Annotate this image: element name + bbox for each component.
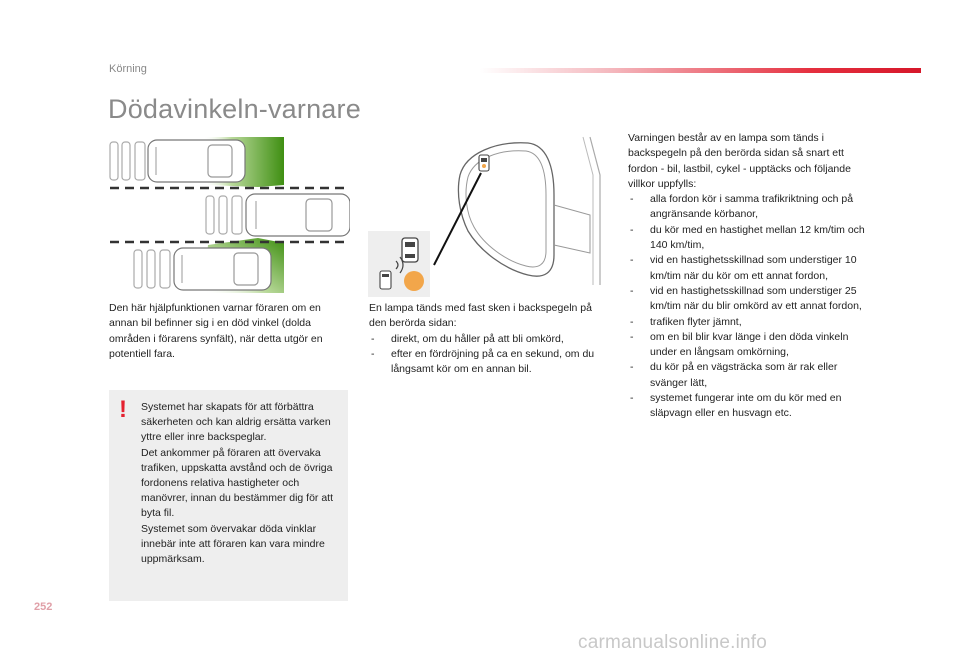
warning-paragraph: Systemet har skapats för att förbättra säkerheten och kan aldrig ersätta varken yttre eller inre backspeglar. [141, 401, 331, 444]
passing-car-upper [110, 140, 245, 182]
lamp-section [369, 301, 601, 377]
warning-paragraph: Systemet som övervakar döda vinklar innebär inte att föraren kan vara mindre uppmärksam. [141, 522, 325, 566]
list-item: - du kör med en hastighet mellan 12 km/tim och 140 km/tim, [628, 223, 872, 254]
conditions-intro: Varningen består av en lampa som tänds i backspegeln på den berörda sidan så snart ett fordon - bil, lastbil, cykel - upptäcks och följande villkor uppfylls: [628, 132, 851, 190]
own-vehicle [206, 194, 350, 236]
section-label: Körning [109, 63, 147, 75]
mirror-illustration [368, 135, 608, 297]
watermark: carmanualsonline.info [578, 632, 768, 653]
list-item: - om en bil blir kvar länge i den döda vinkeln under en långsam omkörning, [628, 330, 872, 361]
lamp-intro: En lampa tänds med fast sken i backspegeln på den berörda sidan: [369, 302, 592, 330]
list-item: - du kör på en vägsträcka som är rak eller svänger lätt, [628, 360, 872, 391]
conditions-list [628, 192, 872, 421]
car-indicator-icon [402, 238, 418, 262]
list-item: - systemet fungerar inte om du kör med en släpvagn eller en husvagn etc. [628, 391, 872, 422]
warning-mark-icon: ! [119, 396, 127, 423]
lamp-list [369, 332, 601, 378]
blind-spot-illustration [108, 135, 350, 297]
page-number: 252 [34, 601, 53, 613]
warning-paragraph: Det ankommer på föraren att övervaka trafiken, uppskatta avstånd och de övriga fordonens relativa hastigheter och manövrer, innan du bestämmer dig för att byta fil. [141, 446, 334, 520]
page-title: Dödavinkeln-varnare [108, 94, 361, 124]
warning-text [141, 400, 341, 567]
list-item: - alla fordon kör i samma trafikriktning och på angränsande körbanor, [628, 192, 872, 223]
list-item: - trafiken flyter jämnt, [628, 315, 872, 330]
list-item: - vid en hastighetsskillnad som understiger 10 km/tim när du kör om ett annat fordon, [628, 253, 872, 284]
passing-car-lower [134, 248, 271, 290]
list-item: - direkt, om du håller på att bli omkörd, [369, 332, 601, 347]
mirror-lamp-icon [479, 155, 489, 171]
list-item: - vid en hastighetsskillnad som understiger 25 km/tim när du blir omkörd av ett annat fordon, [628, 284, 872, 315]
conditions-section [628, 131, 872, 422]
header-rule [480, 68, 921, 73]
mirror-housing [458, 143, 554, 276]
list-item: - efter en fördröjning på ca en sekund, om du långsamt kör om en annan bil. [369, 347, 601, 378]
intro-paragraph: Den här hjälpfunktionen varnar föraren om en annan bil befinner sig i en död vinkel (dolda områden i förarens synfält), när detta utgör en potentiell fara. [109, 302, 323, 360]
warning-box [109, 390, 348, 601]
small-car-icon [380, 271, 391, 289]
warning-lamp-icon [404, 271, 424, 291]
